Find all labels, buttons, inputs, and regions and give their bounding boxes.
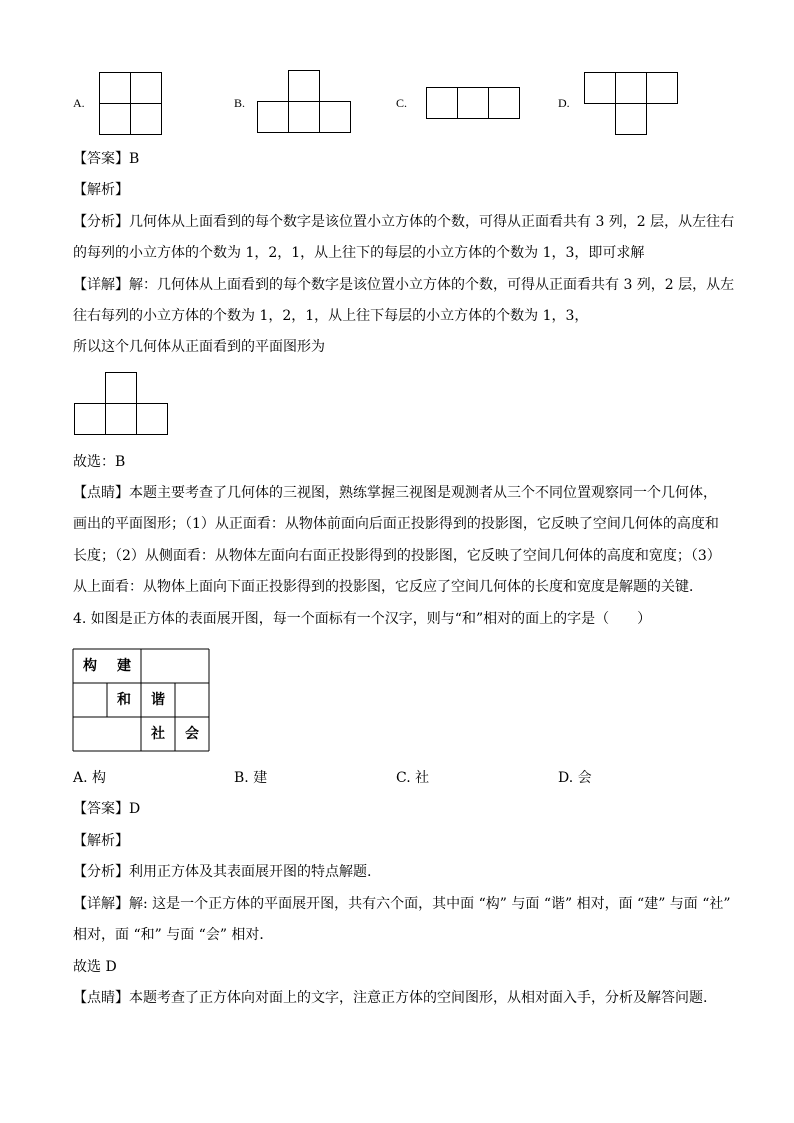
q4-option-b: B. 建 [234,770,268,786]
q3-fenxi-line-1: 【分析】几何体从上面看到的每个数字是该位置小立方体的个数，可得从正面看共有 3 列，2 层，从左往右 [73,214,735,230]
q4-option-d: D. 会 [558,770,592,786]
q4-option-c: C. 社 [396,770,430,786]
net-face-gou: 构 [83,658,97,674]
q4-dianjing: 【点睛】本题考查了正方体向对面上的文字，注意正方体的空间图形，从相对面入手，分析及解答问题. [73,990,708,1006]
q4-conclusion: 故选 D [73,959,117,975]
net-face-xie: 谐 [151,692,165,708]
q4-xiangjie-line-1: 【详解】解: 这是一个正方体的平面展开图，共有六个面，其中面 “构” 与面 “谐” 相对，面 “建” 与面 “社” [73,896,731,912]
q3-dianjing-line-1: 【点睛】本题主要考查了几何体的三视图，熟练掌握三视图是观测者从三个不同位置观察同一个几何体， [73,485,717,501]
q3-xiangjie-line-1: 【详解】解：几何体从上面看到的每个数字是该位置小立方体的个数，可得从正面看共有 3 列，2 层，从左 [73,277,735,293]
q3-xiangjie-line-2: 往右每列的小立方体的个数为 1，2，1，从上往下每层的小立方体的个数为 1，3， [73,308,589,324]
q3-analysis-heading: 【解析】 [73,182,129,198]
option-b-label: B. [234,96,246,110]
option-d-label: D. [558,96,570,110]
net-face-jian: 建 [117,658,131,674]
q3-dianjing-line-2: 画出的平面图形；（1）从正面看：从物体前面向后面正投影得到的投影图，它反映了空间几何体的高度和 [73,516,719,532]
q3-answer: 【答案】B [73,151,140,167]
q3-fenxi-line-2: 的每列的小立方体的个数为 1，2，1，从上往下的每层的小立方体的个数为 1，3，即可求解 [73,245,645,261]
q3-dianjing-line-3: 长度；（2）从侧面看：从物体左面向右面正投影得到的投影图，它反映了空间几何体的高度和宽度；（3） [73,548,721,564]
q3-dianjing-line-4: 从上面看：从物体上面向下面正投影得到的投影图，它反应了空间几何体的长度和宽度是解题的关键． [73,579,703,595]
q4-answer: 【答案】D [73,801,141,817]
q3-conclusion: 故选：B [73,454,126,470]
net-face-hui: 会 [185,726,199,742]
q4-option-a: A. 构 [73,770,107,786]
q4-fenxi: 【分析】利用正方体及其表面展开图的特点解题. [73,864,372,880]
option-a-label: A. [73,96,85,110]
q4-xiangjie-line-2: 相对，面 “和” 与面 “会” 相对． [73,927,274,943]
q4-question: 4. 如图是正方体的表面展开图，每一个面标有一个汉字，则与“和”相对的面上的字是（ ） [73,611,652,627]
q4-analysis-heading: 【解析】 [73,833,129,849]
net-face-he: 和 [117,692,131,708]
q3-xiangjie-line-3: 所以这个几何体从正面看到的平面图形为 [73,339,325,355]
option-c-label: C. [396,96,408,110]
net-face-she: 社 [151,726,165,742]
